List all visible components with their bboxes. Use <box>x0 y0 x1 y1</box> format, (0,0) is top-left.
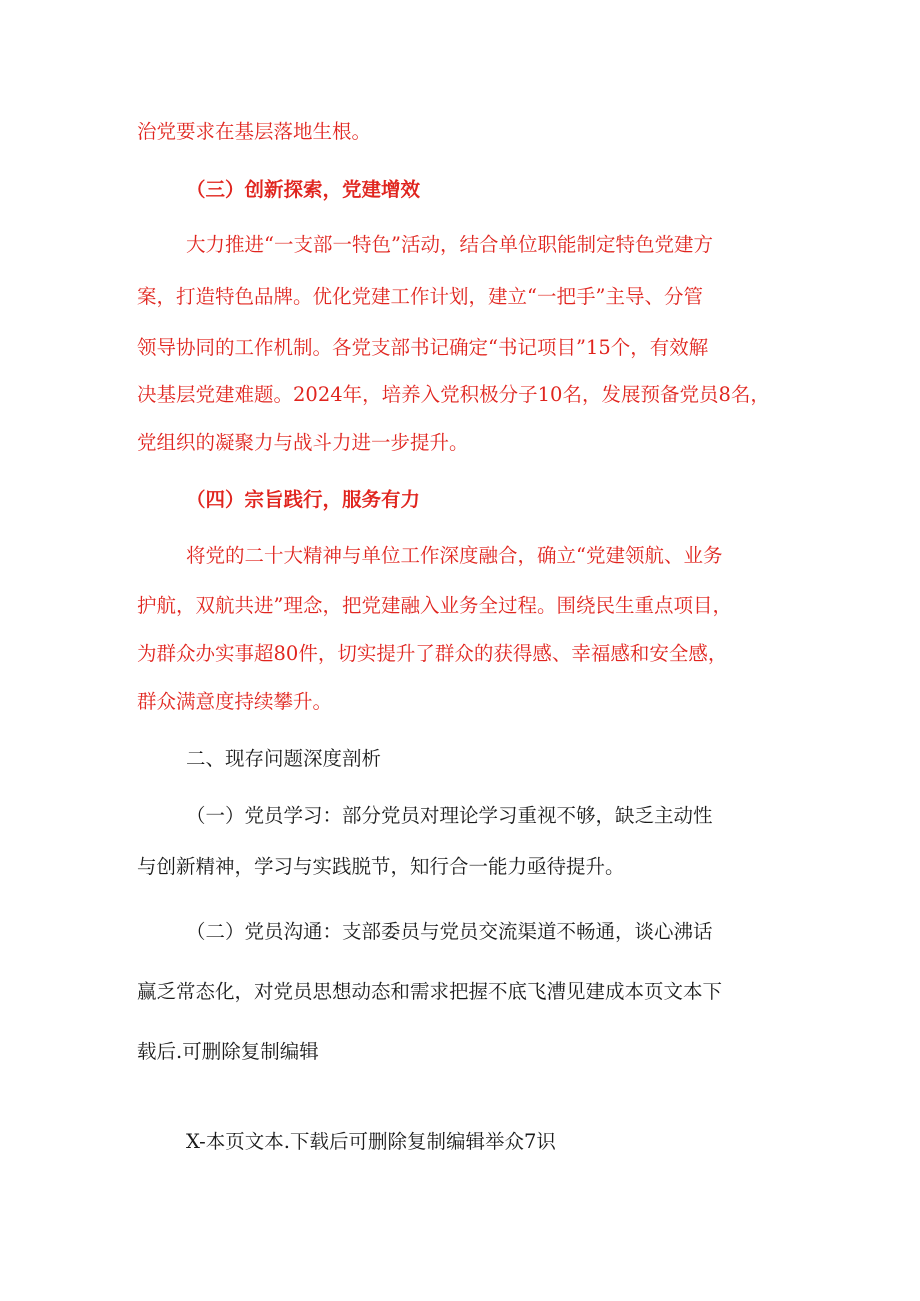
paragraph-line: 决基层党建难题。2024年，培养入党积极分子10名，发展预备党员8名， <box>137 383 770 406</box>
footer-note: X-本页文本.下载后可删除复制编辑举众7识 <box>186 1130 556 1153</box>
issue-line: 与创新精神，学习与实践脱节，知行合一能力亟待提升。 <box>137 855 625 878</box>
paragraph-line: 治党要求在基层落地生根。 <box>137 120 372 143</box>
issue-line: （二）党员沟通：支部委员与党员交流渠道不畅通，谈心沸话 <box>186 920 713 943</box>
paragraph-line: 群众满意度持续攀升。 <box>137 690 333 713</box>
issue-line: 赢乏常态化，对党员思想动态和需求把握不底飞漕见建成本页文本下 <box>137 980 723 1003</box>
issue-line: （一）党员学习：部分党员对理论学习重视不够，缺乏主动性 <box>186 804 713 827</box>
section-heading-three: （三）创新探索，党建增效 <box>186 178 421 201</box>
paragraph-line: 大力推进“一支部一特色”活动，结合单位职能制定特色党建方 <box>186 233 713 256</box>
paragraph-line: 党组织的凝聚力与战斗力进一步提升。 <box>137 431 469 454</box>
section-heading-four: （四）宗旨践行，服务有力 <box>186 488 421 511</box>
issue-line: 载后.可删除复制编辑 <box>137 1040 319 1063</box>
paragraph-line: 领导协同的工作机制。各党支部书记确定“书记项目”15个，有效解 <box>137 336 709 359</box>
paragraph-line: 护航，双航共进”理念，把党建融入业务全过程。围绕民生重点项目， <box>137 594 732 617</box>
paragraph-line: 将党的二十大精神与单位工作深度融合，确立“党建领航、业务 <box>186 544 723 567</box>
paragraph-line: 案，打造特色品牌。优化党建工作计划，建立“一把手”主导、分管 <box>137 285 703 308</box>
paragraph-line: 为群众办实事超80件，切实提升了群众的获得感、幸福感和安全感， <box>137 642 728 665</box>
section-title: 二、现存问题深度剖析 <box>186 747 382 770</box>
